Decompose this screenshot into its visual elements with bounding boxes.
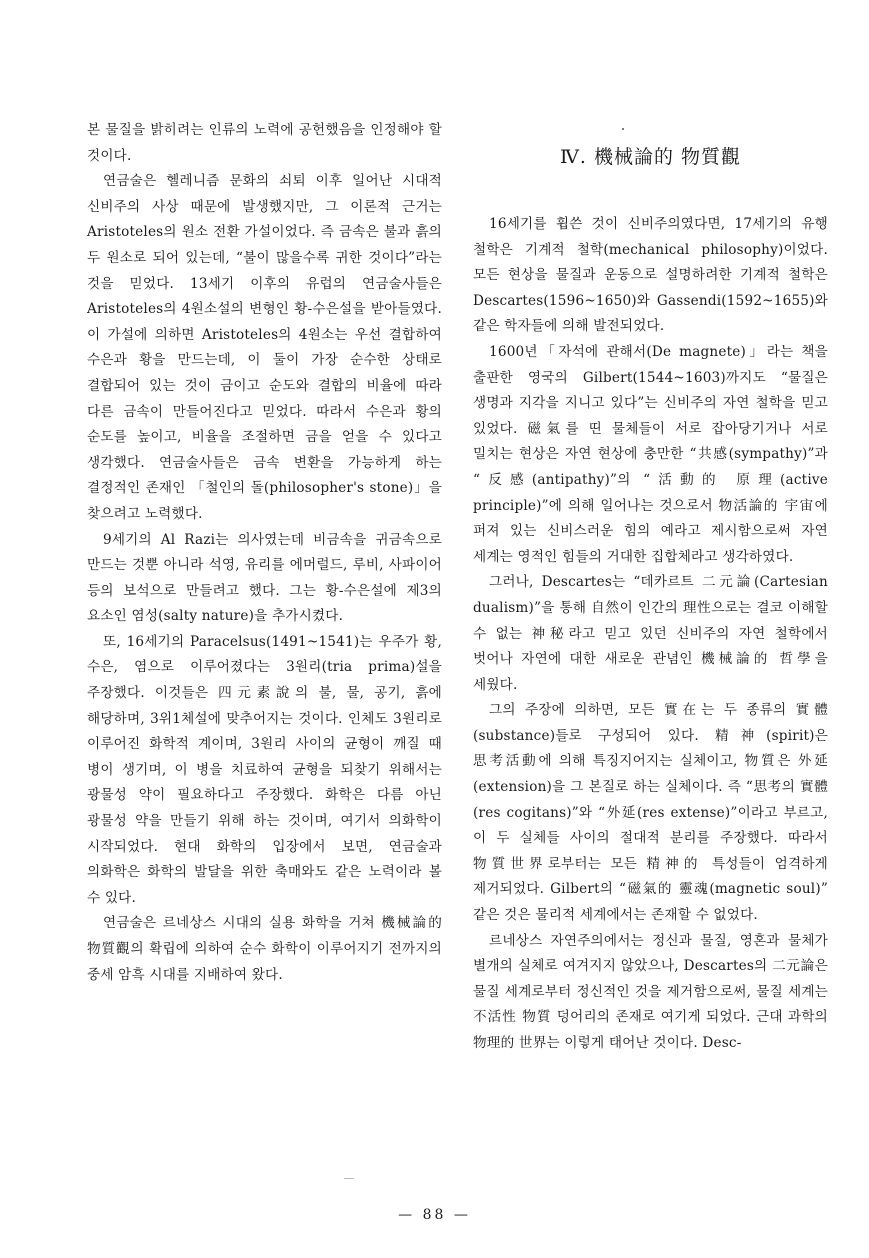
left-paragraph-5: 연금술은 르네상스 시대의 실용 화학을 거쳐 機械論的 物質觀의 확립에 의하여 순수 화학이 이루어지기 전까지의 중세 암흑 시대를 지배하여 왔다. [87,915,442,983]
right-paragraph-1: 16세기를 휩쓴 것이 신비주의였다면, 17세기의 유행 철학은 기계적 철학(mechanical philosophy)이었다. 모든 현상을 물질과 운동으로 설명하려한 기계적 철학은 Descartes(1596~1650)와 Gassendi(1592~1655)와 같은 학자들에 의해 발전되었다. [473,216,828,335]
left-paragraph-4: 또, 16세기의 Paracelsus(1491~1541)는 우주가 황, 수은, 염으로 이루어졌다는 3원리(tria prima)설을 주장했다. 이것들은 四元素說의 불, 물, 공기, 흙에 해당하며, 3위1체설에 맞추어지는 것이다. 인체도 3원리로 이루어진 화학적 계이며, 3원리 사이의 균형이 깨질 때 병이 생기며, 이 병을 치료하여 균형을 되찾기 위해서는 광물성 약이 필요하다고 주장했다. 화학은 다름 아닌 광물성 약을 만들기 위해 하는 것이며, 여기서 의화학이 시작되었다. 현대 화학의 입장에서 보면, 연금술과 의화학은 화학의 발달을 위한 축매와도 같은 노력이라 볼 수 있다. [87,633,442,906]
right-column [473,118,828,1057]
right-paragraph-5: 르네상스 자연주의에서는 정신과 물질, 영혼과 물체가 별개의 실체로 여겨지지 않았으나, Descartes의 二元論은 물질 세계로부터 정신적인 것을 제거함으로써, 물질 세계는 不活性 物質 덩어리의 존재로 여기게 되었다. 근대 과학의 物理的 世界는 이렇게 태어난 것이다. Desc- [473,932,828,1051]
left-paragraph-2: 연금술은 헬레니즘 문화의 쇠퇴 이후 일어난 시대적 신비주의 사상 때문에 발생했지만, 그 이론적 근거는 Aristoteles의 원소 전환 가설이었다. 즉 금속은 불과 흙의 두 원소로 되어 있는데, “불이 많을수록 귀한 것이다”라는 것을 믿었다. 13세기 이후의 유럽의 연금술사들은 Aristoteles의 4원소설의 변형인 황-수은설을 받아들였다. 이 가설에 의하면 Aristoteles의 4원소는 우선 결합하여 수은과 황을 만드는데, 이 둘이 가장 순수한 상태로 결합되어 있는 것이 금이고 순도와 결합의 비율에 따라 다른 금속이 만들어진다고 믿었다. 따라서 수은과 황의 순도를 높이고, 비율을 조절하면 금을 얻을 수 있다고 생각했다. 연금술사들은 금속 변환을 가능하게 하는 결정적인 존재인 「철인의 돌(philosopher's stone)」을 찾으려고 노력했다. [87,173,442,522]
section-title: Ⅳ. 機械論的 物質觀 [559,146,742,168]
left-paragraph-1: 본 물질을 밝히려는 인류의 노력에 공헌했음을 인정해야 할 것이다. [87,122,442,164]
left-paragraph-3: 9세기의 Al Razi는 의사였는데 비금속을 귀금속으로 만드는 것뿐 아니라 석영, 유리를 에머럴드, 루비, 사파이어 등의 보석으로 만들려고 했다. 그는 황-수은설에 제3의 요소인 염성(salty nature)을 추가시켰다. [87,531,442,625]
right-paragraph-3: 그러나, Descartes는 “데카르트 二元論(Cartesian dualism)”을 통해 自然이 인간의 理性으로는 결코 이해할 수 없는 神秘라고 믿고 있던 신비주의 자연 철학에서 벗어나 자연에 대한 새로운 관념인 機械論的 哲學을 세웠다. [473,574,828,693]
right-paragraph-4: 그의 주장에 의하면, 모든 實在는 두 종류의 實體(substance)들로 구성되어 있다. 精神(spirit)은 思考活動에 의해 특징지어지는 실체이고, 物質은 外延(extension)을 그 본질로 하는 실체이다. 즉 “思考의 實體(res cogitans)”와 “外延(res extense)”이라고 부르고, 이 두 실체들 사이의 절대적 분리를 주장했다. 따라서 物質世界로부터는 모든 精神的 특성들이 엄격하게 제거되었다. Gilbert의 “磁氣的 靈魂(magnetic soul)” 같은 것은 물리적 세계에서는 존재할 수 없었다. [473,702,828,924]
left-column [87,118,442,988]
page-number: — 88 — [398,1207,471,1223]
right-paragraph-2: 1600년「자석에 관해서(De magnete)」라는 책을 출판한 영국의 Gilbert(1544~1603)까지도 “물질은 생명과 지각을 지니고 있다”는 신비주의 자연 철학을 믿고 있었다. 磁氣를 띤 물체들이 서로 잡아당기거나 서로 밀치는 현상은 자연 현상에 충만한 “共感(sympathy)”과 “反感(antipathy)”의 “活動的 原理(active principle)”에 의해 일어나는 것으로서 物活論的 宇宙에 퍼져 있는 신비스러운 힘의 예라고 제시함으로써 자연 세계는 영적인 힘들의 거대한 집합체라고 생각하였다. [473,343,828,565]
print-rule-mark [344,1178,354,1179]
